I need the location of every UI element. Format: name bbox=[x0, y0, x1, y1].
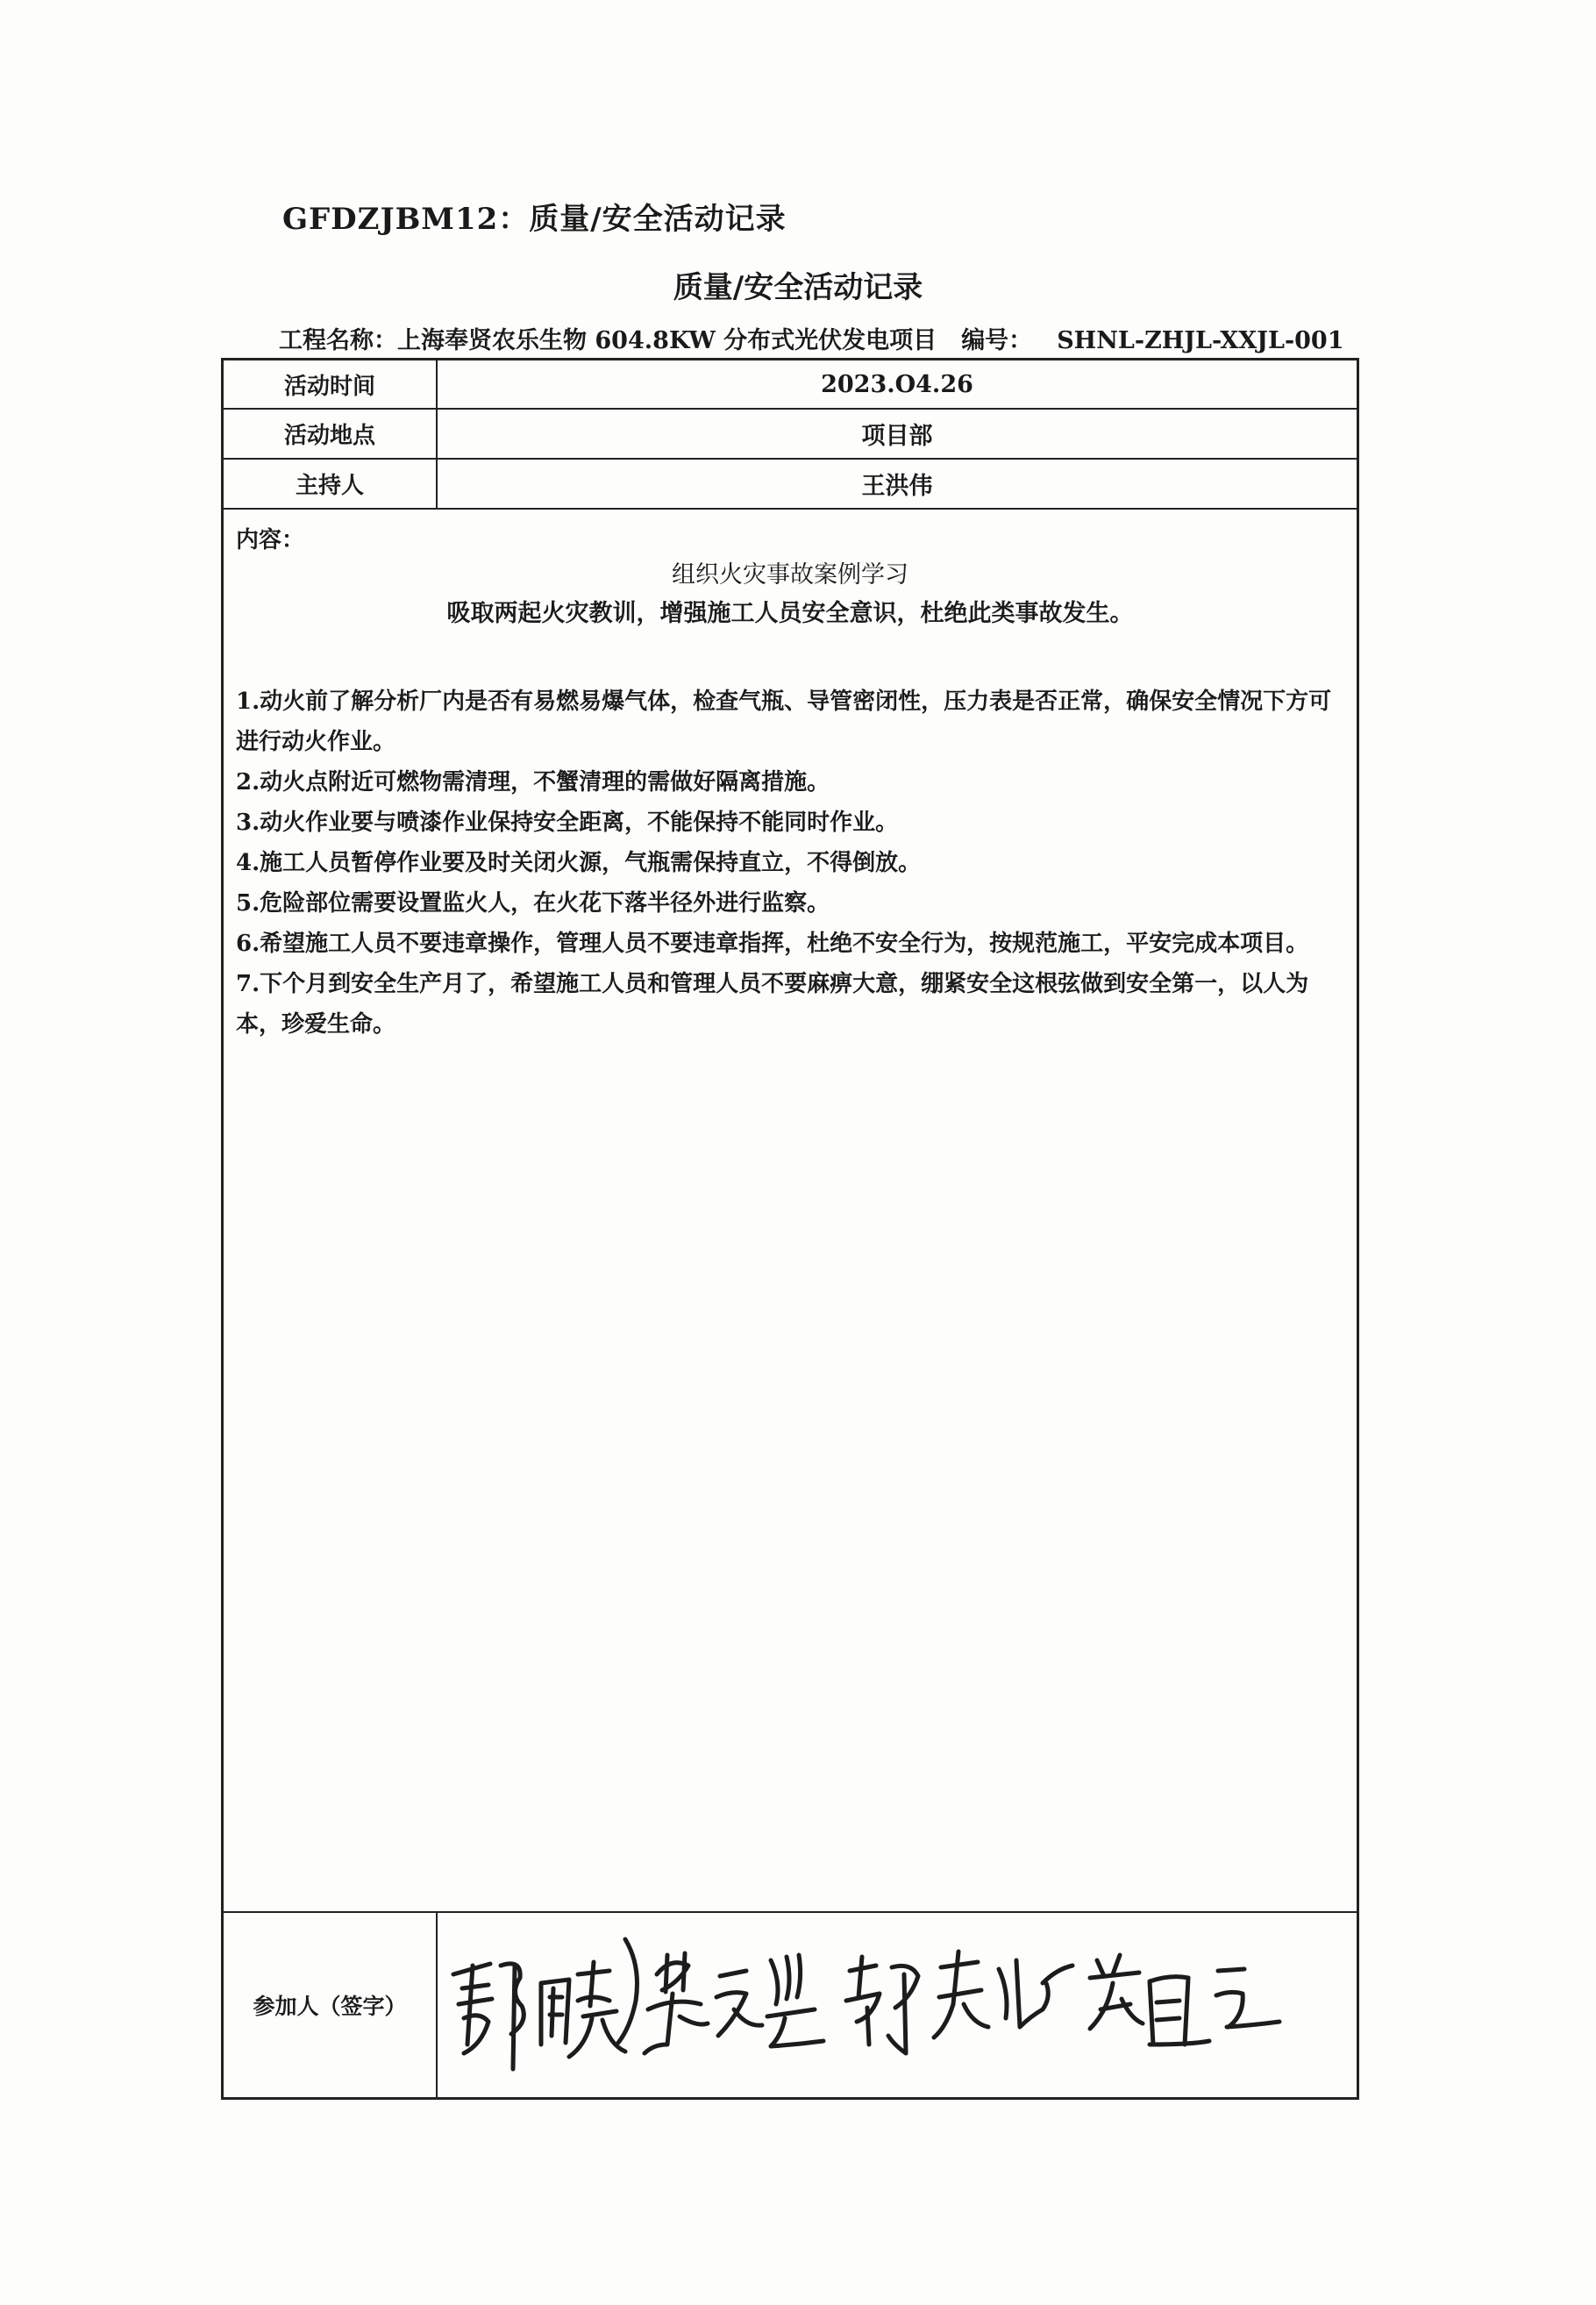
activity-place-label: 活动地点 bbox=[224, 410, 438, 458]
signature-2 bbox=[645, 1953, 823, 2053]
content-item: 7.下个月到安全生产月了，希望施工人员和管理人员不要麻痹大意，绷紧安全这根弦做到安全第一，以人为本，珍爱生命。 bbox=[236, 971, 1309, 1038]
activity-place-row bbox=[224, 410, 1357, 460]
participants-label: 参加人（签字） bbox=[224, 1913, 438, 2097]
host-row bbox=[224, 460, 1357, 510]
content-item: 5.危险部位需要设置监火人，在火花下落半径外进行监察。 bbox=[236, 890, 830, 917]
content-label: 内容： bbox=[236, 527, 305, 553]
project-name-label: 工程名称： bbox=[279, 327, 397, 354]
content-topic: 组织火灾事故案例学习 bbox=[672, 561, 908, 589]
activity-place-value: 项目部 bbox=[861, 423, 933, 450]
signature-3 bbox=[846, 1952, 1072, 2053]
content-section bbox=[224, 510, 1357, 1913]
page-title: 质量/安全活动记录 bbox=[673, 270, 923, 305]
content-item: 1.动火前了解分析厂内是否有易燃易爆气体，检查气瓶、导管密闭性，压力表是否正常，确保安全情况下方可进行动火作业。 bbox=[236, 689, 1332, 755]
activity-time-row bbox=[224, 360, 1357, 410]
content-item: 6.希望施工人员不要违章操作，管理人员不要违章指挥，杜绝不安全行为，按规范施工，平安完成本项目。 bbox=[236, 931, 1309, 957]
document-number-label: 编号： bbox=[961, 327, 1033, 354]
participant-signatures bbox=[438, 1913, 1357, 2097]
project-name: 上海奉贤农乐生物 604.8KW 分布式光伏发电项目 bbox=[397, 327, 937, 354]
participants-row bbox=[224, 1913, 1357, 2097]
content-lesson: 吸取两起火灾教训，增强施工人员安全意识，杜绝此类事故发生。 bbox=[446, 600, 1134, 627]
signature-4 bbox=[1090, 1955, 1279, 2045]
content-item: 4.施工人员暂停作业要及时关闭火源，气瓶需保持直立，不得倒放。 bbox=[236, 850, 922, 876]
handwritten-signatures bbox=[438, 1913, 1357, 2099]
activity-time-value: 2023.O4.26 bbox=[821, 370, 973, 398]
content-item: 3.动火作业要与喷漆作业保持安全距离，不能保持不能同时作业。 bbox=[236, 810, 899, 836]
document-number: SHNL-ZHJL-XXJL-001 bbox=[1057, 327, 1344, 354]
activity-time-label: 活动时间 bbox=[224, 360, 438, 408]
host-label: 主持人 bbox=[224, 460, 438, 508]
host-value: 王洪伟 bbox=[861, 473, 933, 500]
project-info-line bbox=[279, 321, 1366, 355]
content-item: 2.动火点附近可燃物需清理，不蟹清理的需做好隔离措施。 bbox=[236, 769, 830, 796]
signature-1 bbox=[453, 1939, 638, 2069]
content-items-list bbox=[236, 682, 1348, 1045]
document-code: GFDZJBM12：质量/安全活动记录 bbox=[282, 202, 787, 237]
activity-record-form bbox=[221, 358, 1359, 2100]
